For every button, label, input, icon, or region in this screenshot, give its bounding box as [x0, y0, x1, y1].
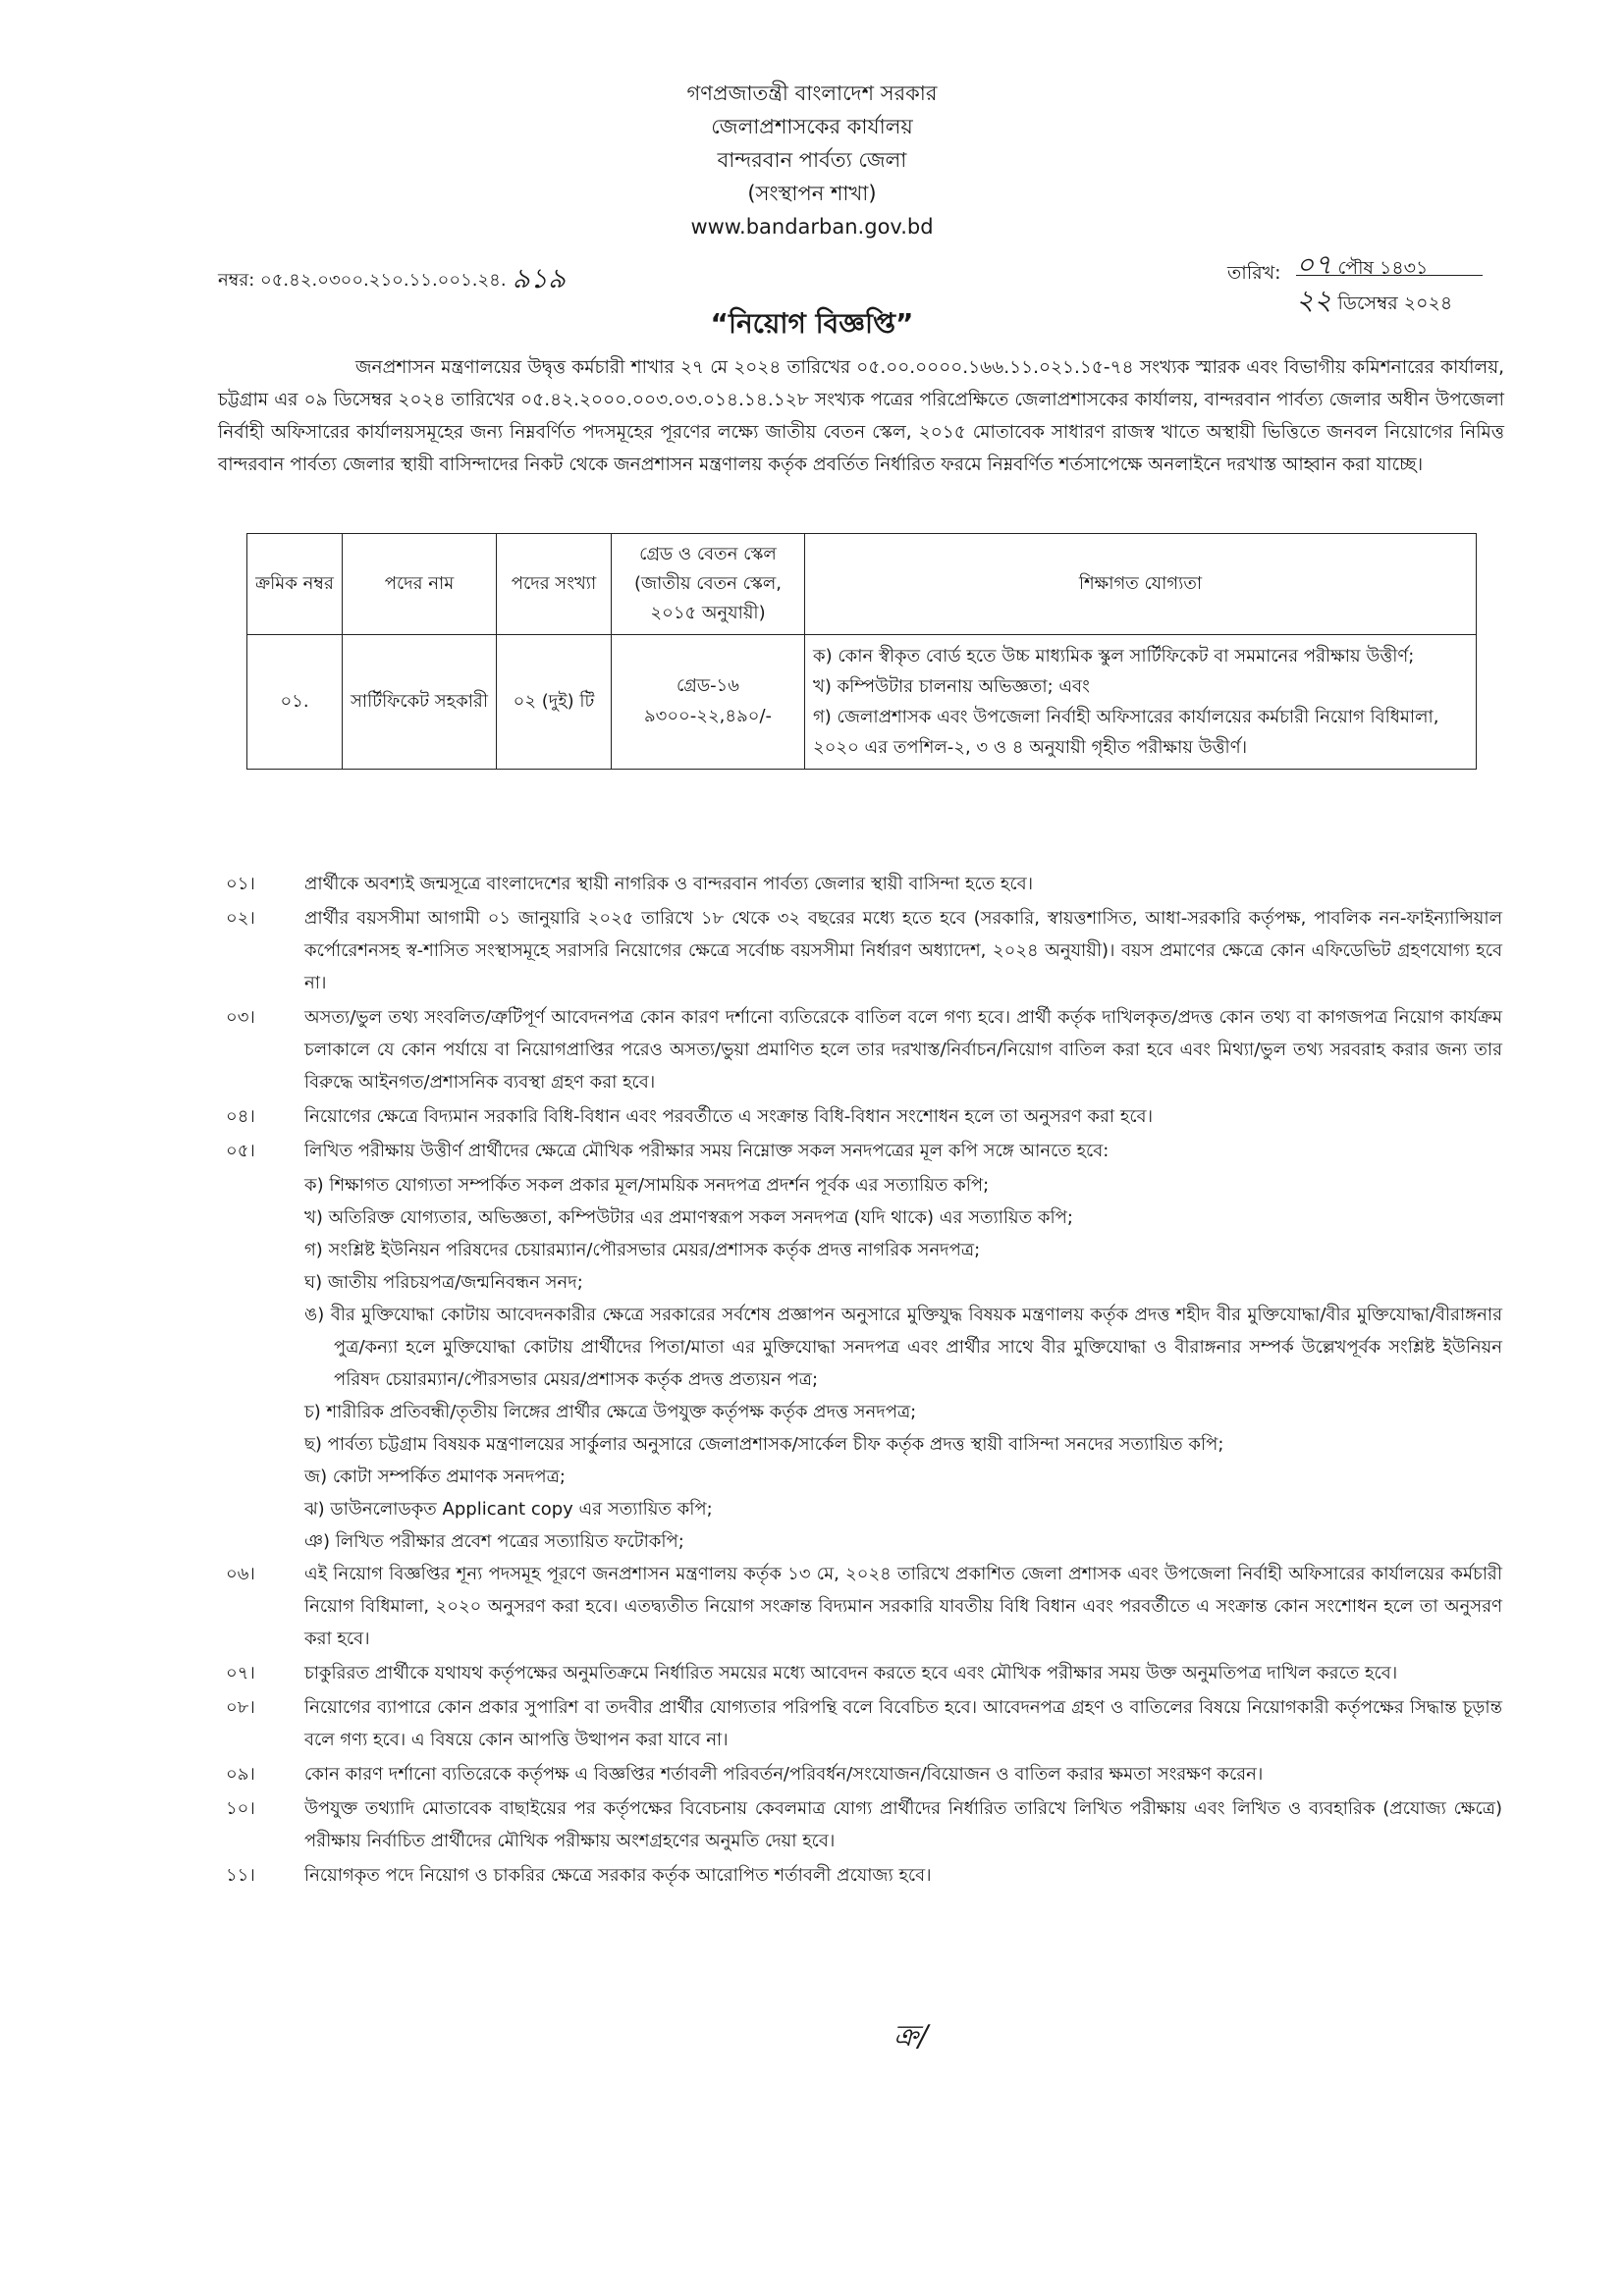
grade-value: গ্রেড-১৬ — [677, 675, 739, 696]
bangla-month-year: পৌষ ১৪৩১ — [1337, 257, 1429, 279]
document-requirement: ছ) পার্বত্য চট্টগ্রাম বিষয়ক মন্ত্রণালয়ের সার্কুলার অনুসারে জেলাপ্রশাসক/সার্কেল চীফ কর্তৃক প্রদত্ত স্থায়ী বাসিন্দা সনদের সত্যায়িত কপি; — [304, 1434, 1224, 1455]
condition-number: ০৮। — [226, 1697, 255, 1718]
letterhead — [0, 77, 1624, 243]
condition-number: ০৪। — [226, 1106, 255, 1127]
condition-item — [226, 1558, 1502, 1655]
condition-text: কোন কারণ দর্শানো ব্যতিরেকে কর্তৃপক্ষ এ বিজ্ঞপ্তির শর্তাবলী পরিবর্তন/পরিবর্ধন/সংযোজন/বিয়োজন ও বাতিল করার ক্ষমতা সংরক্ষণ করেন। — [304, 1764, 1264, 1785]
document-requirement: ঙ) বীর মুক্তিযোদ্ধা কোটায় আবেদনকারীর ক্ষেত্রে সরকারের সর্বশেষ প্রজ্ঞাপন অনুসারে মুক্তিযুদ্ধ বিষয়ক মন্ত্রণালয় কর্তৃক প্রদত্ত শহীদ বীর মুক্তিযোদ্ধা/বীর মুক্তিযোদ্ধা/বীরাঙ্গনার পুত্র/কন্যা হলে মুক্তিযোদ্ধা কোটায় প্রার্থীদের পিতা/মাতা এর মুক্তিযোদ্ধা সনদপত্র এবং প্রার্থীর সাথে বীর মুক্তিযোদ্ধা ও বীরাঙ্গনার সম্পর্ক উল্লেখপূর্বক সংশ্লিষ্ট ইউনিয়ন পরিষদ চেয়ারম্যান/পৌরসভার মেয়র/প্রশাসক কর্তৃক প্রদত্ত প্রত্যয়ন পত্র; — [304, 1305, 1502, 1390]
condition-item — [226, 1691, 1502, 1756]
handwritten-initial: ক্র/ — [893, 2019, 929, 2054]
qualification-b: খ) কম্পিউটার চালনায় অভিজ্ঞতা; এবং — [813, 676, 1090, 697]
website-link[interactable]: www.bandarban.gov.bd — [690, 215, 934, 239]
bangla-date — [1296, 243, 1483, 281]
section-name: (সংস্থাপন শাখা) — [747, 182, 877, 205]
bangla-day: ০৭ — [1296, 248, 1332, 281]
condition-text: অসত্য/ভুল তথ্য সংবলিত/ত্রুটিপূর্ণ আবেদনপত্র কোন কারণ দর্শানো ব্যতিরেকে বাতিল বলে গণ্য হবে। প্রার্থী কর্তৃক দাখিলকৃত/প্রদত্ত কোন তথ্য বা কাগজপত্র নিয়োগ কার্যক্রম চলাকালে যে কোন পর্যায়ে বা নিয়োগপ্রাপ্তির পরেও অসত্য/ভুয়া প্রমাণিত হলে তার দরখাস্ত/নির্বাচন/নিয়োগ বাতিল করা হবে এবং মিথ্যা/ভুল তথ্য সরবরাহ করার জন্য তার বিরুদ্ধে আইনগত/প্রশাসনিক ব্যবস্থা গ্রহণ করা হবে। — [304, 1007, 1502, 1093]
condition-item — [226, 868, 1502, 900]
cell-post-name: সার্টিফিকেট সহকারী — [343, 635, 497, 770]
table-header-row — [247, 534, 1477, 635]
condition-item — [226, 1657, 1502, 1689]
condition-text: নিয়োগের ক্ষেত্রে বিদ্যমান সরকারি বিধি-বিধান এবং পরবর্তীতে এ সংক্রান্ত বিধি-বিধান সংশোধন হলে তা অনুসরণ করা হবে। — [304, 1106, 1154, 1127]
office-name: জেলাপ্রশাসকের কার্যালয় — [711, 115, 913, 138]
document-requirement: গ) সংশ্লিষ্ট ইউনিয়ন পরিষদের চেয়ারম্যান/পৌরসভার মেয়র/প্রশাসক কর্তৃক প্রদত্ত নাগরিক সনদপত্র; — [304, 1240, 981, 1260]
memo-number — [218, 257, 566, 303]
scale-value: ৯৩০০-২২,৪৯০/- — [643, 706, 773, 726]
condition-text: লিখিত পরীক্ষায় উত্তীর্ণ প্রার্থীদের ক্ষেত্রে মৌখিক পরীক্ষার সময় নিম্নোক্ত সকল সনদপত্রের মূল কপি সঙ্গে আনতে হবে: — [304, 1141, 1110, 1161]
condition-number: ০৭। — [226, 1663, 255, 1683]
memo-handwritten-number: ৯১৯ — [512, 262, 567, 294]
document-requirement: ঝ) ডাউনলোডকৃত Applicant copy এর সত্যায়িত কপি; — [304, 1499, 713, 1520]
qualification-a: ক) কোন স্বীকৃত বোর্ড হতে উচ্চ মাধ্যমিক স্কুল সার্টিফিকেট বা সমমানের পরীক্ষায় উত্তীর্ণ; — [813, 646, 1415, 667]
condition-number: ০৯। — [226, 1764, 255, 1785]
date-label: তারিখ: — [1227, 262, 1281, 284]
condition-text: এই নিয়োগ বিজ্ঞপ্তির শূন্য পদসমূহ পূরণে জনপ্রশাসন মন্ত্রণালয় কর্তৃক ১৩ মে, ২০২৪ তারিখে প্রকাশিত জেলা প্রশাসক এবং উপজেলা নির্বাহী অফিসারের কার্যালয়ের কর্মচারী নিয়োগ বিধিমালা, ২০২০ অনুসরণ করা হবে। এতদ্ব্যতীত নিয়োগ সংক্রান্ত বিদ্যমান সরকারি যাবতীয় বিধি বিধান এবং পরবর্তীতে এ সংক্রান্ত কোন সংশোধন হলে তা অনুসরণ করা হবে। — [304, 1564, 1502, 1649]
header-qualification: শিক্ষাগত যোগ্যতা — [805, 534, 1477, 635]
cell-grade — [612, 635, 805, 770]
condition-item — [226, 902, 1502, 999]
condition-text: চাকুরিরত প্রার্থীকে যথাযথ কর্তৃপক্ষের অনুমতিক্রমে নির্ধারিত সময়ের মধ্যে আবেদন করতে হবে এবং মৌখিক পরীক্ষার সময় উক্ত অনুমতিপত্র দাখিল করতে হবে। — [304, 1663, 1398, 1683]
condition-text: নিয়োগের ব্যাপারে কোন প্রকার সুপারিশ বা তদবীর প্রার্থীর যোগ্যতার পরিপন্থি বলে বিবেচিত হবে। আবেদনপত্র গ্রহণ ও বাতিলের বিষয়ে নিয়োগকারী কর্তৃপক্ষের সিদ্ধান্ত চূড়ান্ত বলে গণ্য হবে। এ বিষয়ে কোন আপত্তি উত্থাপন করা যাবে না। — [304, 1697, 1502, 1750]
district-name: বান্দরবান পার্বত্য জেলা — [717, 148, 907, 172]
qualification-c: গ) জেলাপ্রশাসক এবং উপজেলা নির্বাহী অফিসারের কার্যালয়ের কর্মচারী নিয়োগ বিধিমালা, ২০২০ এর তপশিল-২, ৩ ও ৪ অনুযায়ী গৃহীত পরীক্ষায় উত্তীর্ণ। — [813, 707, 1439, 758]
condition-item — [226, 1100, 1502, 1133]
document-requirement: ক) শিক্ষাগত যোগ্যতা সম্পর্কিত সকল প্রকার মূল/সাময়িক সনদপত্র প্রদর্শন পূর্বক এর সত্যায়িত কপি; — [304, 1175, 990, 1196]
condition-item — [226, 1792, 1502, 1857]
header-serial: ক্রমিক নম্বর — [247, 534, 343, 635]
posts-table — [246, 533, 1477, 770]
header-post-name: পদের নাম — [343, 534, 497, 635]
condition-text: প্রার্থীকে অবশ্যই জন্মসূত্রে বাংলাদেশের স্থায়ী নাগরিক ও বান্দরবান পার্বত্য জেলার স্থায়ী বাসিন্দা হতে হবে। — [304, 874, 1034, 894]
notice-title: “নিয়োগ বিজ্ঞপ্তি” — [710, 307, 914, 340]
cell-post-count: ০২ (দুই) টি — [497, 635, 612, 770]
english-day: ২২ — [1296, 284, 1332, 316]
condition-number: ০২। — [226, 908, 255, 929]
condition-item — [226, 1001, 1502, 1098]
header-grade: গ্রেড ও বেতন স্কেল (জাতীয় বেতন স্কেল, ২০১৫ অনুযায়ী) — [612, 534, 805, 635]
document-requirement: ঞ) লিখিত পরীক্ষার প্রবেশ পত্রের সত্যায়িত ফটোকপি; — [304, 1531, 684, 1552]
government-name: গণপ্রজাতন্ত্রী বাংলাদেশ সরকার — [686, 81, 938, 105]
document-requirement: ঘ) জাতীয় পরিচয়পত্র/জন্মনিবন্ধন সনদ; — [304, 1272, 583, 1293]
condition-number: ০৫। — [226, 1141, 255, 1161]
condition-item — [226, 1758, 1502, 1790]
header-post-count: পদের সংখ্যা — [497, 534, 612, 635]
condition-number: ০৩। — [226, 1007, 255, 1028]
condition-text: উপযুক্ত তথ্যাদি মোতাবেক বাছাইয়ের পর কর্তৃপক্ষের বিবেচনায় কেবলমাত্র যোগ্য প্রার্থীদের নির্ধারিত তারিখে লিখিত পরীক্ষায় এবং লিখিত ও ব্যবহারিক (প্রযোজ্য ক্ষেত্রে) পরীক্ষায় নির্বাচিত প্রার্থীদের মৌখিক পরীক্ষায় অংশগ্রহণের অনুমতি দেয়া হবে। — [304, 1798, 1502, 1851]
condition-number: ১০। — [226, 1798, 255, 1819]
memo-prefix: নম্বর: ০৫.৪২.০৩০০.২১০.১১.০০১.২৪. — [218, 270, 507, 291]
condition-item — [226, 1135, 1502, 1167]
condition-number: ১১। — [226, 1865, 255, 1886]
condition-text: প্রার্থীর বয়সসীমা আগামী ০১ জানুয়ারি ২০২৫ তারিখে ১৮ থেকে ৩২ বছরের মধ্যে হতে হবে (সরকারি, স্বায়ত্তশাসিত, আধা-সরকারি কর্তৃপক্ষ, পাবলিক নন-ফাইন্যান্সিয়াল কর্পোরেশনসহ স্ব-শাসিত সংস্থাসমূহে সরাসরি নিয়োগের ক্ষেত্রে সর্বোচ্চ বয়সসীমা নির্ধারণ অধ্যাদেশ, ২০২৪ অনুযায়ী)। বয়স প্রমাণের ক্ষেত্রে কোন এফিডেভিট গ্রহণযোগ্য হবে না। — [304, 908, 1502, 993]
condition-item — [226, 1859, 1502, 1892]
document-requirement: জ) কোটা সম্পর্কিত প্রমাণক সনদপত্র; — [304, 1467, 566, 1487]
intro-paragraph: জনপ্রশাসন মন্ত্রণালয়ের উদ্বৃত্ত কর্মচারী শাখার ২৭ মে ২০২৪ তারিখের ০৫.০০.০০০০.১৬৬.১১.০২১.১৫-৭৪ সংখ্যক স্মারক এবং বিভাগীয় কমিশনারের কার্যালয়, চট্টগ্রাম এর ০৯ ডিসেম্বর ২০২৪ তারিখের ০৫.৪২.২০০০.০০৩.০৩.০১৪.১৪.১২৮ সংখ্যক পত্রের পরিপ্রেক্ষিতে জেলাপ্রশাসকের কার্যালয়, বান্দরবান পার্বত্য জেলার অধীন উপজেলা নির্বাহী অফিসারের কার্যালয়সমূহের জন্য নিম্নবর্ণিত পদসমূহের পূরণের লক্ষ্যে জাতীয় বেতন স্কেল, ২০১৫ মোতাবেক সাধারণ রাজস্ব খাতে অস্থায়ী ভিত্তিতে জনবল নিয়োগের নিমিত্ত বান্দরবান পার্বত্য জেলার স্থায়ী বাসিন্দাদের নিকট থেকে জনপ্রশাসন মন্ত্রণালয় কর্তৃক প্রবর্তিত নির্ধারিত ফরমে নিম্নবর্ণিত শর্তসাপেক্ষে অনলাইনে দরখাস্ত আহ্বান করা যাচ্ছে। — [218, 357, 1504, 475]
english-month-year: ডিসেম্বর ২০২৪ — [1337, 293, 1453, 314]
condition-number: ০৬। — [226, 1564, 255, 1584]
document-requirement: চ) শারীরিক প্রতিবন্ধী/তৃতীয় লিঙ্গের প্রার্থীর ক্ষেত্রে উপযুক্ত কর্তৃপক্ষ কর্তৃক প্রদত্ত সনদপত্র; — [304, 1402, 917, 1422]
condition-text: নিয়োগকৃত পদে নিয়োগ ও চাকরির ক্ষেত্রে সরকার কর্তৃক আরোপিত শর্তাবলী প্রযোজ্য হবে। — [304, 1865, 932, 1886]
cell-serial: ০১. — [247, 635, 343, 770]
conditions-list — [226, 868, 1502, 1894]
cell-qualification — [805, 635, 1477, 770]
document-requirement: খ) অতিরিক্ত যোগ্যতার, অভিজ্ঞতা, কম্পিউটার এর প্রমাণস্বরূপ সকল সনদপত্র (যদি থাকে) এর সত্যায়িত কপি; — [304, 1207, 1073, 1228]
condition-number: ০১। — [226, 874, 255, 894]
table-row — [247, 635, 1477, 770]
